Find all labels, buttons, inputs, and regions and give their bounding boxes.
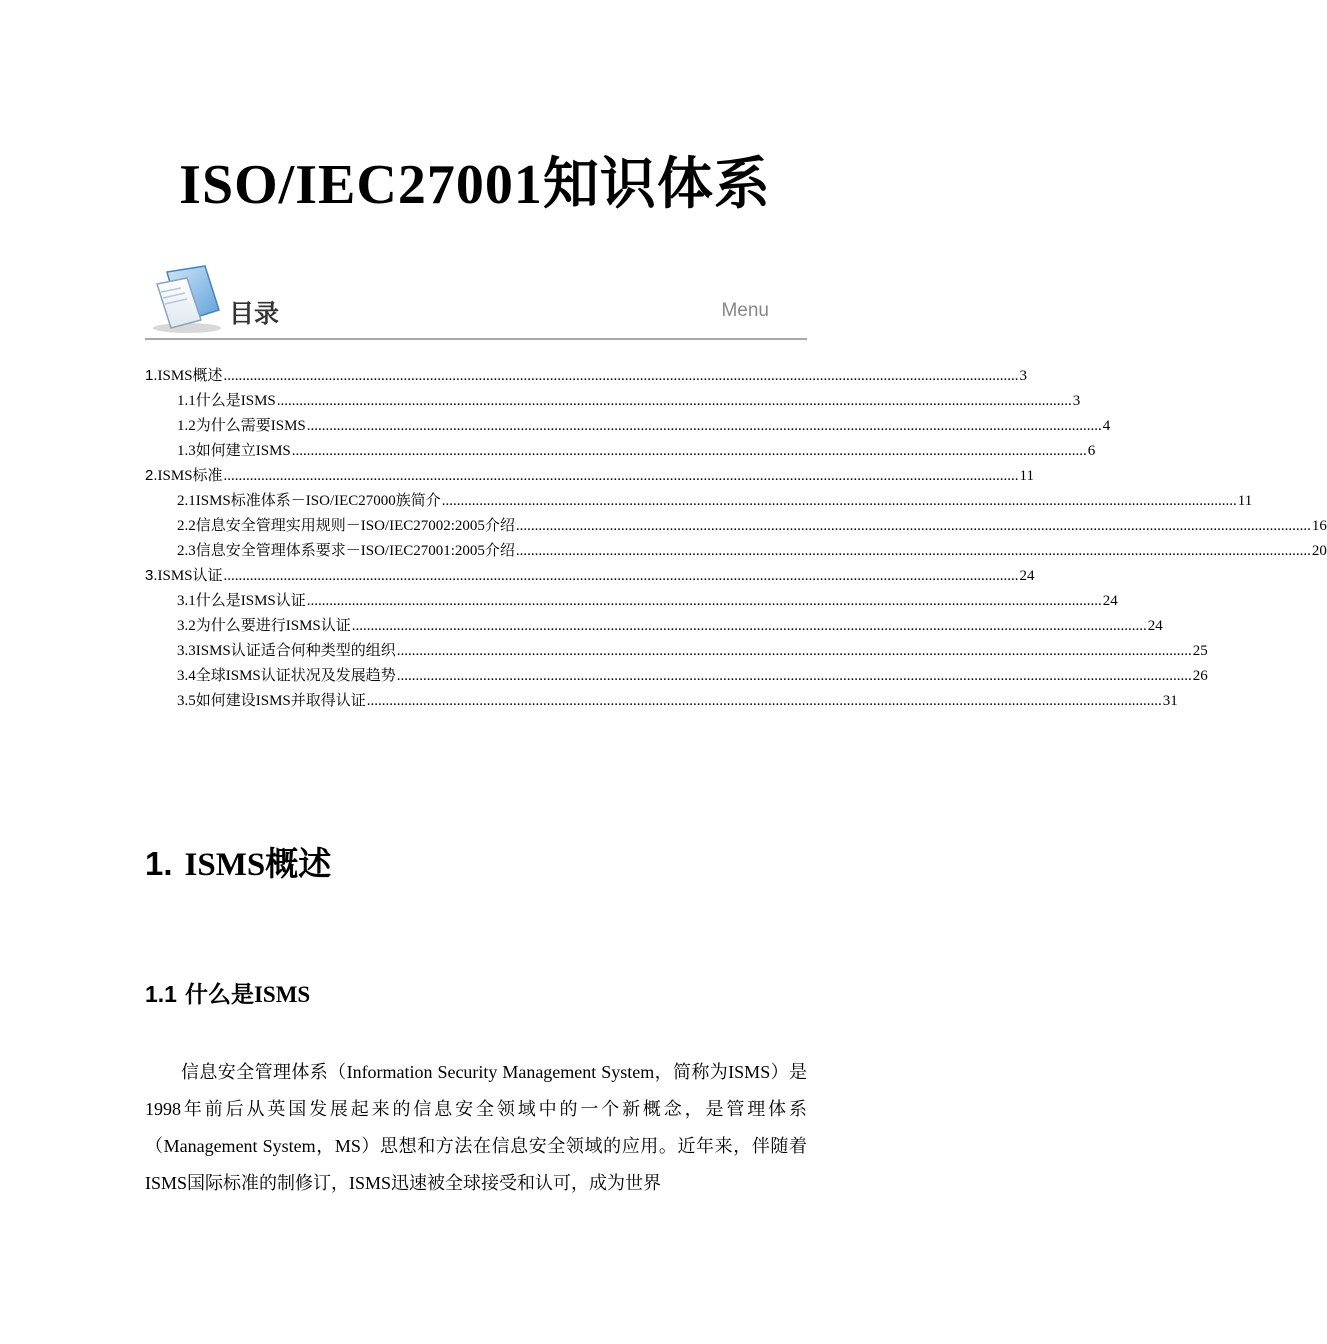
section-number: 1. xyxy=(145,845,173,882)
toc-entry-1-3[interactable] xyxy=(145,439,1096,464)
section-number: 1.1 xyxy=(145,981,177,1007)
toc-menu-label: Menu xyxy=(721,300,769,321)
toc-entry-page: 4 xyxy=(1102,418,1111,434)
toc-entry-1-2[interactable] xyxy=(145,414,1111,439)
toc-entry-3-4[interactable] xyxy=(145,664,1208,689)
toc-leader-dots: .................................................................................................................................................................................................................... xyxy=(276,393,1072,409)
toc-entry-3-5[interactable] xyxy=(145,689,1178,714)
toc-entry-number: 3.4 xyxy=(177,668,196,684)
toc-entry-2-3[interactable] xyxy=(145,539,1327,564)
toc-entry-page: 31 xyxy=(1162,693,1178,709)
toc-leader-dots: .................................................................................................................................................................................................................... xyxy=(223,368,1019,384)
toc-leader-dots: .................................................................................................................................................................................................................... xyxy=(396,643,1192,659)
toc-entry-text: ISMS标准 xyxy=(157,468,223,484)
toc-leader-dots: .................................................................................................................................................................................................................... xyxy=(515,518,1311,534)
toc-entry-page: 11 xyxy=(1019,468,1034,484)
section-title: ISMS概述 xyxy=(184,847,332,883)
toc-entry-text: 如何建立ISMS xyxy=(195,443,291,459)
table-of-contents xyxy=(145,364,1327,714)
toc-entry-text: 如何建设ISMS并取得认证 xyxy=(195,693,366,709)
toc-entry-page: 16 xyxy=(1311,518,1327,534)
document-stack-icon xyxy=(147,262,227,336)
toc-entry-text: 信息安全管理实用规则－ISO/IEC27002:2005介绍 xyxy=(195,518,515,534)
toc-entry-text: 信息安全管理体系要求－ISO/IEC27001:2005介绍 xyxy=(195,543,515,559)
toc-leader-dots: .................................................................................................................................................................................................................... xyxy=(366,693,1162,709)
toc-entry-3-1[interactable] xyxy=(145,589,1118,614)
toc-entry-number: 1. xyxy=(145,367,158,384)
toc-entry-page: 11 xyxy=(1237,493,1253,509)
toc-entry-text: ISMS概述 xyxy=(157,368,223,384)
toc-leader-dots: .................................................................................................................................................................................................................... xyxy=(351,618,1147,634)
toc-entry-page: 6 xyxy=(1087,443,1096,459)
toc-entry-2-1[interactable] xyxy=(145,489,1253,514)
toc-entry-number: 3.3 xyxy=(177,643,196,659)
toc-leader-dots: .................................................................................................................................................................................................................... xyxy=(306,593,1102,609)
toc-header xyxy=(145,258,807,340)
toc-leader-dots: .................................................................................................................................................................................................................... xyxy=(515,543,1311,559)
toc-entry-page: 24 xyxy=(1147,618,1163,634)
toc-entry-2-2[interactable] xyxy=(145,514,1327,539)
toc-entry-text: 什么是ISMS认证 xyxy=(195,593,306,609)
toc-entry-2[interactable] xyxy=(145,464,1034,489)
toc-entry-number: 2. xyxy=(145,467,158,484)
toc-leader-dots: .................................................................................................................................................................................................................... xyxy=(223,568,1019,584)
page-title: ISO/IEC27001知识体系 xyxy=(179,154,771,216)
toc-leader-dots: .................................................................................................................................................................................................................... xyxy=(306,418,1102,434)
section-title: 什么是ISMS xyxy=(184,982,311,1007)
toc-entry-number: 2.3 xyxy=(177,543,196,559)
toc-entry-page: 25 xyxy=(1192,643,1208,659)
toc-entry-number: 3.2 xyxy=(177,618,196,634)
toc-entry-text: 全球ISMS认证状况及发展趋势 xyxy=(195,668,396,684)
toc-entry-3-3[interactable] xyxy=(145,639,1208,664)
toc-entry-3-2[interactable] xyxy=(145,614,1163,639)
toc-entry-page: 26 xyxy=(1192,668,1208,684)
section-heading-1-1 xyxy=(145,976,310,1009)
toc-leader-dots: .................................................................................................................................................................................................................... xyxy=(396,668,1192,684)
toc-heading: 目录 xyxy=(229,299,280,328)
toc-entry-number: 1.1 xyxy=(177,393,196,409)
toc-entry-number: 3. xyxy=(145,567,158,584)
toc-entry-text: ISMS认证适合何种类型的组织 xyxy=(195,643,396,659)
toc-entry-number: 3.5 xyxy=(177,693,196,709)
toc-entry-number: 1.2 xyxy=(177,418,196,434)
toc-entry-1[interactable] xyxy=(145,364,1028,389)
toc-entry-number: 1.3 xyxy=(177,443,196,459)
toc-leader-dots: .................................................................................................................................................................................................................... xyxy=(291,443,1087,459)
body-paragraph: 信息安全管理体系（Information Security Management System，简称为ISMS）是1998年前后从英国发展起来的信息安全领域中的一个新概念，是管理体系（Management System，MS）思想和方法在信息安全领域的应用。近年来，伴随着ISMS国际标准的制修订，ISMS迅速被全球接受和认可，成为世界 xyxy=(145,1062,807,1193)
toc-entry-number: 3.1 xyxy=(177,593,196,609)
toc-entry-page: 3 xyxy=(1072,393,1081,409)
toc-entry-number: 2.2 xyxy=(177,518,196,534)
toc-entry-page: 24 xyxy=(1019,568,1035,584)
toc-entry-1-1[interactable] xyxy=(145,389,1081,414)
toc-leader-dots: .................................................................................................................................................................................................................... xyxy=(441,493,1237,509)
toc-entry-text: 为什么要进行ISMS认证 xyxy=(195,618,351,634)
toc-entry-number: 2.1 xyxy=(177,493,196,509)
toc-entry-text: 为什么需要ISMS xyxy=(195,418,306,434)
toc-entry-3[interactable] xyxy=(145,564,1035,589)
toc-entry-page: 20 xyxy=(1311,543,1327,559)
section-heading-1 xyxy=(145,838,331,885)
toc-entry-text: 什么是ISMS xyxy=(195,393,276,409)
toc-entry-text: ISMS认证 xyxy=(157,568,223,584)
toc-entry-page: 3 xyxy=(1019,368,1028,384)
toc-leader-dots: .................................................................................................................................................................................................................... xyxy=(223,468,1019,484)
toc-entry-text: ISMS标准体系－ISO/IEC27000族简介 xyxy=(195,493,441,509)
toc-entry-page: 24 xyxy=(1102,593,1118,609)
